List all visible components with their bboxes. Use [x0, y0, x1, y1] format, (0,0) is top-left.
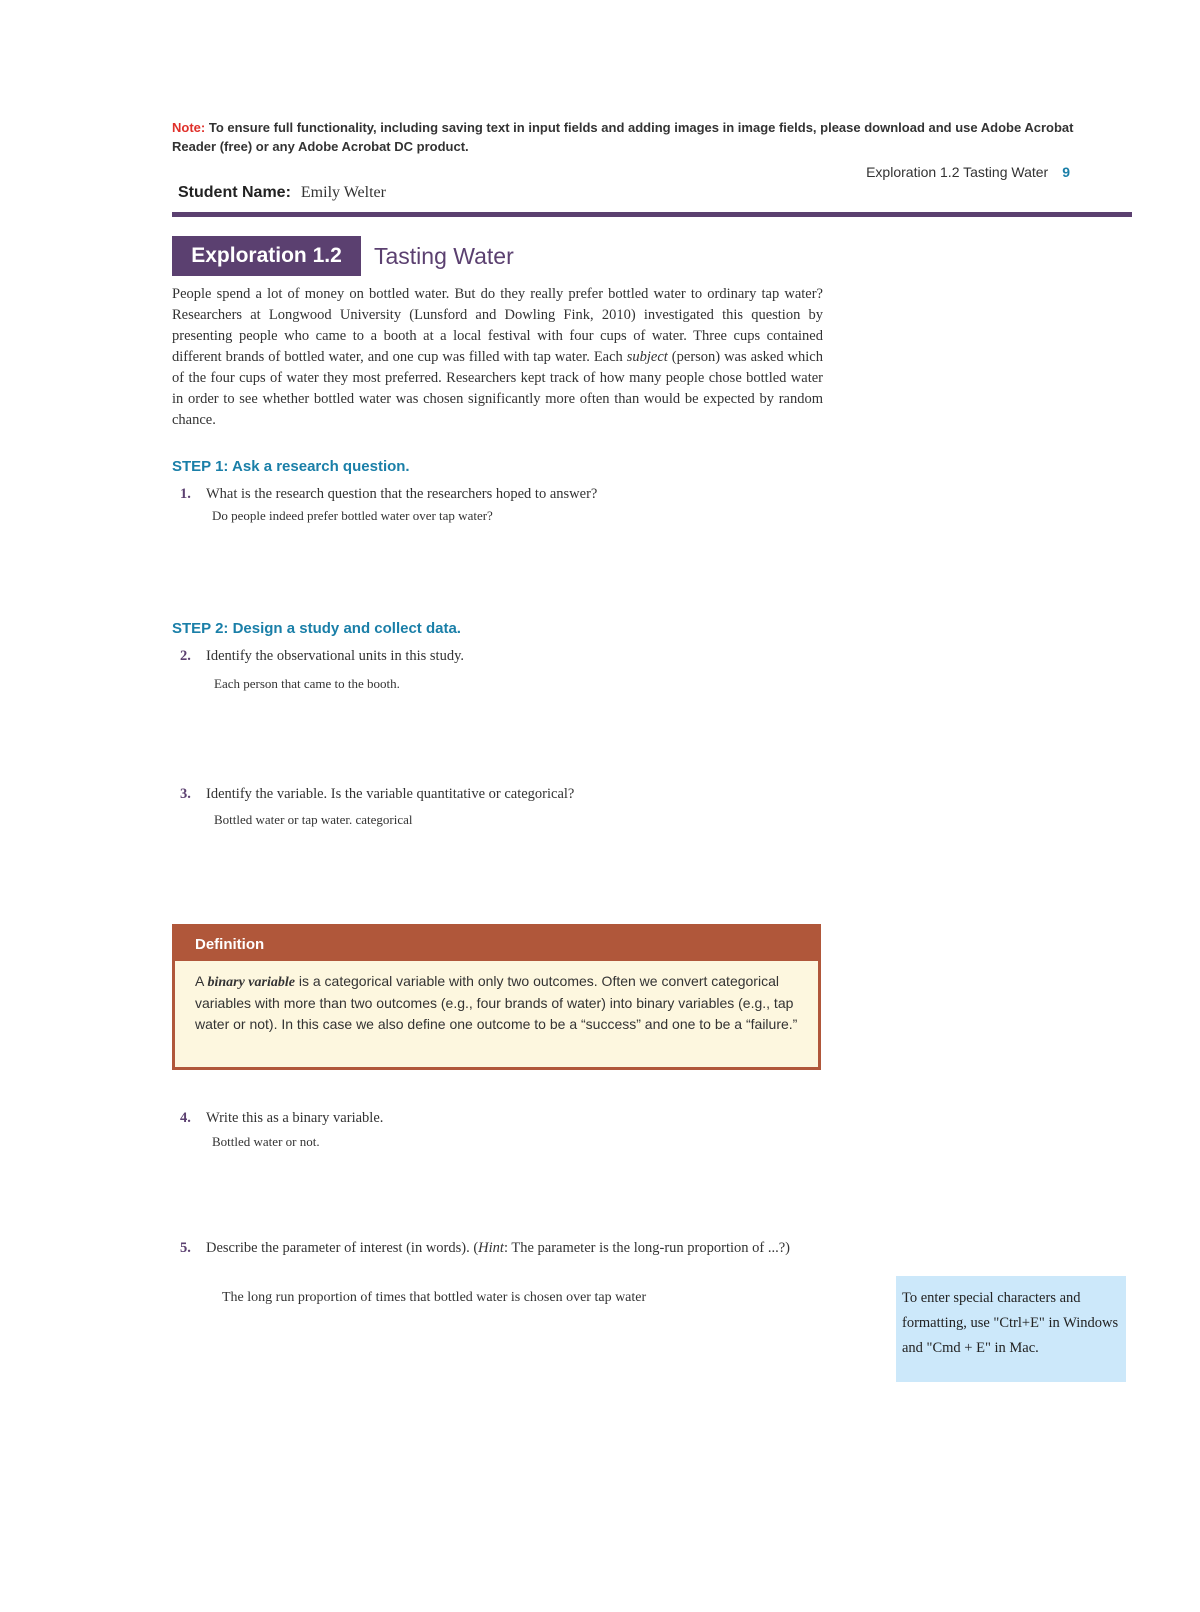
- question-2: [180, 646, 800, 667]
- question-number: 1.: [180, 486, 191, 502]
- intro-text-1: People spend a lot of money on bottled water. But do they really prefer bottled water to ordinary tap water? Researchers at Longwood University (Lunsford and Dowling Fink, 2010) investigated this question by presenting people who came to a booth at a local festival with four cups of water. Three cups contained different brands of bottled water, and one cup was filled with tap water. Each: [172, 286, 823, 365]
- answer-field-1[interactable]: Do people indeed prefer bottled water over tap water?: [212, 508, 493, 523]
- question-text: Identify the variable. Is the variable quantitative or categorical?: [206, 786, 575, 802]
- answer-field-4[interactable]: Bottled water or not.: [212, 1134, 320, 1149]
- student-name-field[interactable]: Emily Welter: [300, 184, 386, 201]
- answer-field-3[interactable]: Bottled water or tap water. categorical: [214, 812, 413, 827]
- answer-field-5[interactable]: The long run proportion of times that bottled water is chosen over tap water: [222, 1290, 647, 1305]
- question-1: [180, 484, 800, 505]
- question-number: 5.: [180, 1240, 191, 1256]
- acrobat-note: [172, 118, 1092, 156]
- question-5: [180, 1238, 800, 1259]
- step-1-heading: STEP 1: Ask a research question.: [172, 458, 410, 475]
- note-text: To ensure full functionality, including saving text in input fields and adding images in image fields, please download and use Adobe Acrobat Reader (free) or any Adobe Acrobat DC product.: [172, 120, 1074, 154]
- question-number: 4.: [180, 1110, 191, 1126]
- intro-text-2: (person) was asked which of the four cups of water they most preferred. Researchers kept track of how many people chose bottled water in order to see whether bottled water was chosen significantly more often than would be expected by random chance.: [172, 349, 823, 428]
- question-number: 3.: [180, 786, 191, 802]
- step-2-heading: STEP 2: Design a study and collect data.: [172, 620, 461, 637]
- exploration-number-badge: Exploration 1.2: [172, 236, 361, 276]
- question-4: [180, 1108, 800, 1129]
- student-name-label: Student Name:: [178, 184, 291, 201]
- definition-term: binary variable: [207, 975, 295, 990]
- answer-field-2[interactable]: Each person that came to the booth.: [214, 676, 400, 691]
- question-text: Write this as a binary variable.: [206, 1110, 384, 1126]
- question-text: What is the research question that the researchers hoped to answer?: [206, 486, 598, 502]
- definition-body: [195, 971, 800, 1035]
- header-divider: [172, 212, 1132, 217]
- note-label: Note:: [172, 120, 206, 135]
- definition-pre: A: [195, 973, 208, 989]
- question-text: [206, 1238, 796, 1259]
- question-3: [180, 784, 800, 805]
- question-number: 2.: [180, 648, 191, 664]
- page-number: 9: [1062, 164, 1070, 180]
- intro-paragraph: [172, 284, 823, 431]
- question-text: Identify the observational units in this study.: [206, 648, 465, 664]
- question-text-part-2: : The parameter is the long-run proportion of ...?): [503, 1240, 790, 1256]
- definition-box: [172, 924, 821, 1070]
- intro-italic-subject: subject: [626, 349, 668, 365]
- running-header-text: Exploration 1.2 Tasting Water: [866, 164, 1049, 180]
- hint-italic: Hint: [478, 1240, 504, 1256]
- exploration-title: Tasting Water: [374, 243, 514, 269]
- definition-text: is a categorical variable with only two outcomes. Often we convert categorical variables with more than two outcomes (e.g., four brands of water) into binary variables (e.g., tap water or not). In this case we also define one outcome to be a “success” and one to be a “failure.”: [195, 973, 798, 1032]
- definition-heading: Definition: [175, 927, 818, 961]
- special-characters-tip: To enter special characters and formatting, use "Ctrl+E" in Windows and "Cmd + E" in Mac.: [896, 1276, 1126, 1382]
- student-name-row: [178, 184, 386, 202]
- running-header: [740, 164, 1070, 180]
- question-text-part-1: Describe the parameter of interest (in words). (: [206, 1240, 479, 1256]
